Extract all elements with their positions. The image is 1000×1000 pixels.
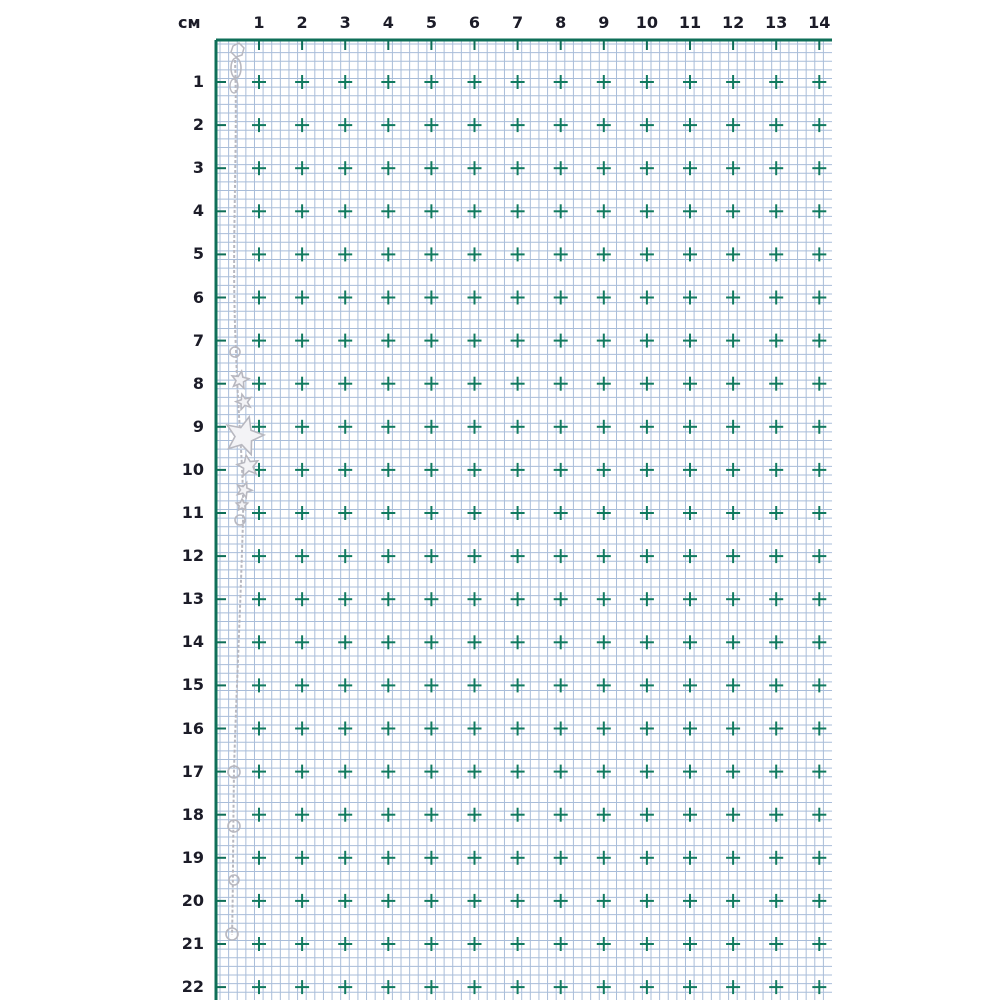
column-label: 13 — [765, 13, 788, 32]
column-label: 11 — [678, 13, 702, 32]
column-label: 10 — [635, 13, 659, 32]
row-label: 8 — [192, 373, 204, 393]
row-label: 4 — [192, 201, 204, 221]
row-label: 5 — [192, 244, 204, 264]
row-label: 13 — [181, 589, 204, 609]
column-label: 3 — [339, 13, 351, 32]
row-label: 3 — [192, 158, 204, 178]
column-label: 4 — [382, 13, 394, 32]
column-label: 1 — [253, 13, 265, 32]
row-label: 10 — [181, 459, 204, 479]
column-label: 8 — [555, 13, 567, 32]
column-label: 5 — [425, 13, 437, 32]
unit-label: см — [178, 13, 201, 32]
row-label: 22 — [181, 977, 204, 997]
column-label: 12 — [721, 13, 745, 32]
small-star-icon — [232, 371, 249, 388]
row-label: 17 — [181, 761, 204, 781]
fine-grid — [216, 40, 832, 1000]
grid-frame — [216, 40, 832, 1000]
row-label: 20 — [181, 890, 204, 910]
chain-ring-icon — [226, 928, 238, 940]
chain-ring-icon — [230, 347, 240, 357]
row-label: 7 — [192, 330, 204, 350]
row-label: 9 — [192, 416, 204, 436]
row-label: 1 — [192, 72, 204, 91]
column-label: 9 — [598, 13, 610, 32]
small-star-icon — [237, 483, 252, 498]
row-label: 11 — [181, 503, 204, 522]
row-label: 2 — [192, 115, 204, 135]
column-label: 14 — [808, 13, 831, 32]
row-label: 14 — [181, 632, 204, 652]
row-label: 21 — [181, 934, 204, 953]
row-label: 16 — [181, 718, 204, 738]
column-label: 6 — [468, 13, 481, 32]
bracelet-photo — [226, 43, 264, 940]
row-label: 6 — [192, 287, 204, 307]
column-label: 7 — [512, 13, 524, 32]
column-label: 2 — [296, 13, 308, 32]
row-label: 12 — [181, 546, 204, 566]
row-label: 19 — [181, 847, 204, 867]
row-label: 15 — [181, 675, 204, 695]
row-label: 18 — [181, 804, 204, 824]
